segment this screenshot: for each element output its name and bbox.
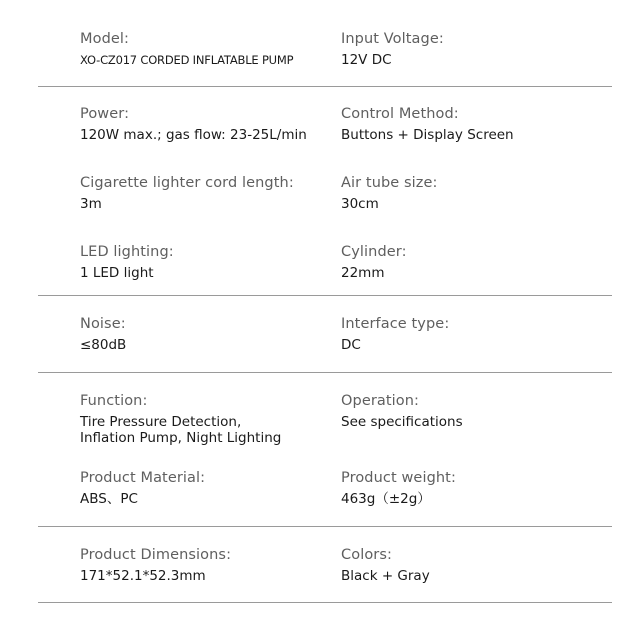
spec-colors xyxy=(341,546,601,584)
spec-label: Noise: xyxy=(80,316,126,332)
spec-value: XO-CZ017 CORDED INFLATABLE PUMP xyxy=(80,53,294,67)
row-divider xyxy=(38,526,612,527)
spec-value: Buttons + Display Screen xyxy=(341,127,514,143)
spec-label: Product Material: xyxy=(80,470,206,486)
row-divider xyxy=(38,295,612,296)
spec-value: DC xyxy=(341,337,361,353)
spec-power xyxy=(80,105,330,143)
row-divider xyxy=(38,602,612,603)
spec-label: Power: xyxy=(80,106,130,122)
spec-value: 463g（±2g） xyxy=(341,491,431,507)
spec-value: 171*52.1*52.3mm xyxy=(80,568,206,584)
spec-cord-length xyxy=(80,174,330,212)
spec-model xyxy=(80,30,330,68)
spec-value: 120W max.; gas flow: 23-25L/min xyxy=(80,127,307,143)
spec-label: Product Dimensions: xyxy=(80,547,232,563)
spec-value: Black + Gray xyxy=(341,568,430,584)
spec-label: Interface type: xyxy=(341,316,450,332)
spec-label: Operation: xyxy=(341,393,420,409)
spec-value: 30cm xyxy=(341,196,379,212)
spec-value: 12V DC xyxy=(341,52,392,68)
spec-value: ABS、PC xyxy=(80,491,138,507)
spec-product-material xyxy=(80,469,330,507)
spec-label: Colors: xyxy=(341,547,392,563)
spec-label: Function: xyxy=(80,393,148,409)
spec-value: Tire Pressure Detection, Inflation Pump, Night Lighting xyxy=(80,414,282,446)
spec-value: 3m xyxy=(80,196,102,212)
spec-interface-type xyxy=(341,315,601,353)
row-divider xyxy=(38,86,612,87)
spec-label: Model: xyxy=(80,31,130,47)
spec-air-tube-size xyxy=(341,174,601,212)
spec-label: Control Method: xyxy=(341,106,459,122)
spec-label: Product weight: xyxy=(341,470,456,486)
spec-label: Cigarette lighter cord length: xyxy=(80,175,294,191)
spec-function xyxy=(80,392,330,446)
spec-label: LED lighting: xyxy=(80,244,174,260)
spec-label: Cylinder: xyxy=(341,244,407,260)
spec-product-weight xyxy=(341,469,601,507)
spec-noise xyxy=(80,315,330,353)
spec-product-dimensions xyxy=(80,546,330,584)
row-divider xyxy=(38,372,612,373)
spec-cylinder xyxy=(341,243,601,281)
spec-control-method xyxy=(341,105,601,143)
spec-led-lighting xyxy=(80,243,330,281)
spec-label: Input Voltage: xyxy=(341,31,444,47)
spec-operation xyxy=(341,392,601,430)
spec-value: 1 LED light xyxy=(80,265,154,281)
spec-input-voltage xyxy=(341,30,601,68)
spec-value: 22mm xyxy=(341,265,385,281)
spec-label: Air tube size: xyxy=(341,175,438,191)
spec-value: See specifications xyxy=(341,414,463,430)
spec-value: ≤80dB xyxy=(80,337,127,353)
